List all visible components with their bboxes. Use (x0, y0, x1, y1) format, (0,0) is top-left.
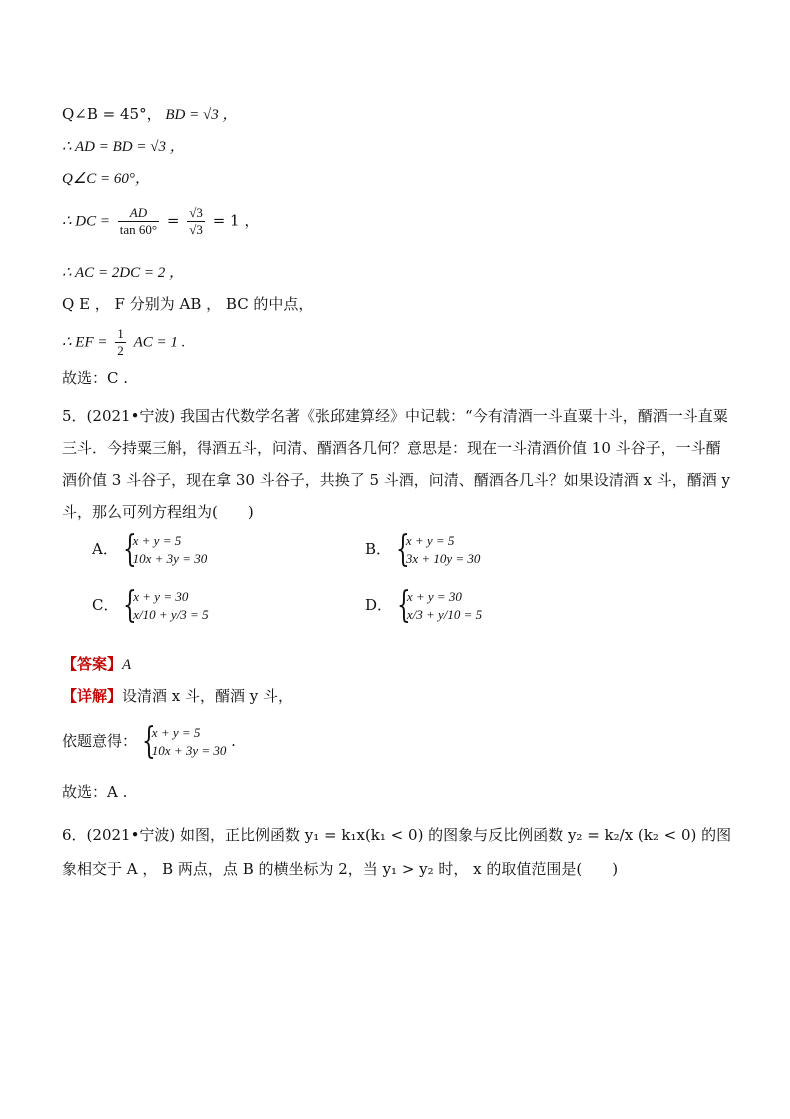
question-5-text: 5．(2021•宁波) 我国古代数学名著《张邱建算经》中记载：“今有清酒一斗直粟十斗，醑酒一斗直粟三斗．今持粟三斛，得酒五斗，问清、醑酒各几何？意思是：现在一斗清酒价值 10 斗谷子，一斗醑酒价值 3 斗谷子，现在拿 30 斗谷子，共换了 5 斗酒，问清、醑酒各几斗？如果设清酒 x 斗，醑酒 y 斗，那么可列方程组为( ) (62, 407, 731, 521)
solution-line-5: ∴ AC = 2DC = 2 ， (62, 265, 185, 281)
solution-line-1: Q∠B = 45°， BD = √3 ， (62, 105, 238, 123)
solution-line-3: Q∠C = 60°， (62, 171, 150, 187)
answer-choice-line: 故选：C . (62, 369, 129, 387)
solution-line-7: ∴ EF = $\frac{1}{2}$ AC = 1 . (62, 326, 186, 358)
solution-line-4: ∴ DC = $\frac{AD}{\tan 60^\circ}$ = $\frac{√3}{√3}$ = 1 ， (62, 205, 260, 237)
option-c[interactable]: C． { x + y = 30 x/10 + y/3 = 5 (92, 585, 209, 626)
question-6-text: 6．(2021•宁波) 如图，正比例函数 y₁ = k₁x(k₁ < 0) 的图象与反比例函数 y₂ = k₂/x (k₂ < 0) 的图象相交于 A ， B 两点，点 B 的横坐标为 2，当 y₁ > y₂ 时， x 的取值范围是( ) (62, 826, 732, 878)
choose-a-line: 故选：A . (62, 783, 128, 801)
detail-line: 【详解】设清酒 x 斗，醑酒 y 斗， (62, 687, 294, 705)
solution-line-6: Q E ， F 分别为 AB ， BC 的中点， (62, 295, 314, 313)
answer-line: 【答案】A (62, 655, 132, 673)
fraction-ad-tan: $\frac{AD}{\tan 60^\circ}$ (119, 205, 158, 237)
solution-line-2: ∴ AD = BD = √3 ， (62, 139, 185, 155)
option-d[interactable]: D． { x + y = 30 x/3 + y/10 = 5 (365, 585, 483, 626)
fraction-half: $\frac{1}{2}$ (117, 326, 124, 358)
option-b[interactable]: B． { x + y = 5 3x + 10y = 30 (365, 529, 481, 570)
fraction-sqrt3: $\frac{√3}{√3}$ (189, 205, 203, 237)
equation-line: 依题意得： { x + y = 5 10x + 3y = 30 . (62, 721, 236, 762)
option-a[interactable]: A． { x + y = 5 10x + 3y = 30 (92, 529, 208, 570)
